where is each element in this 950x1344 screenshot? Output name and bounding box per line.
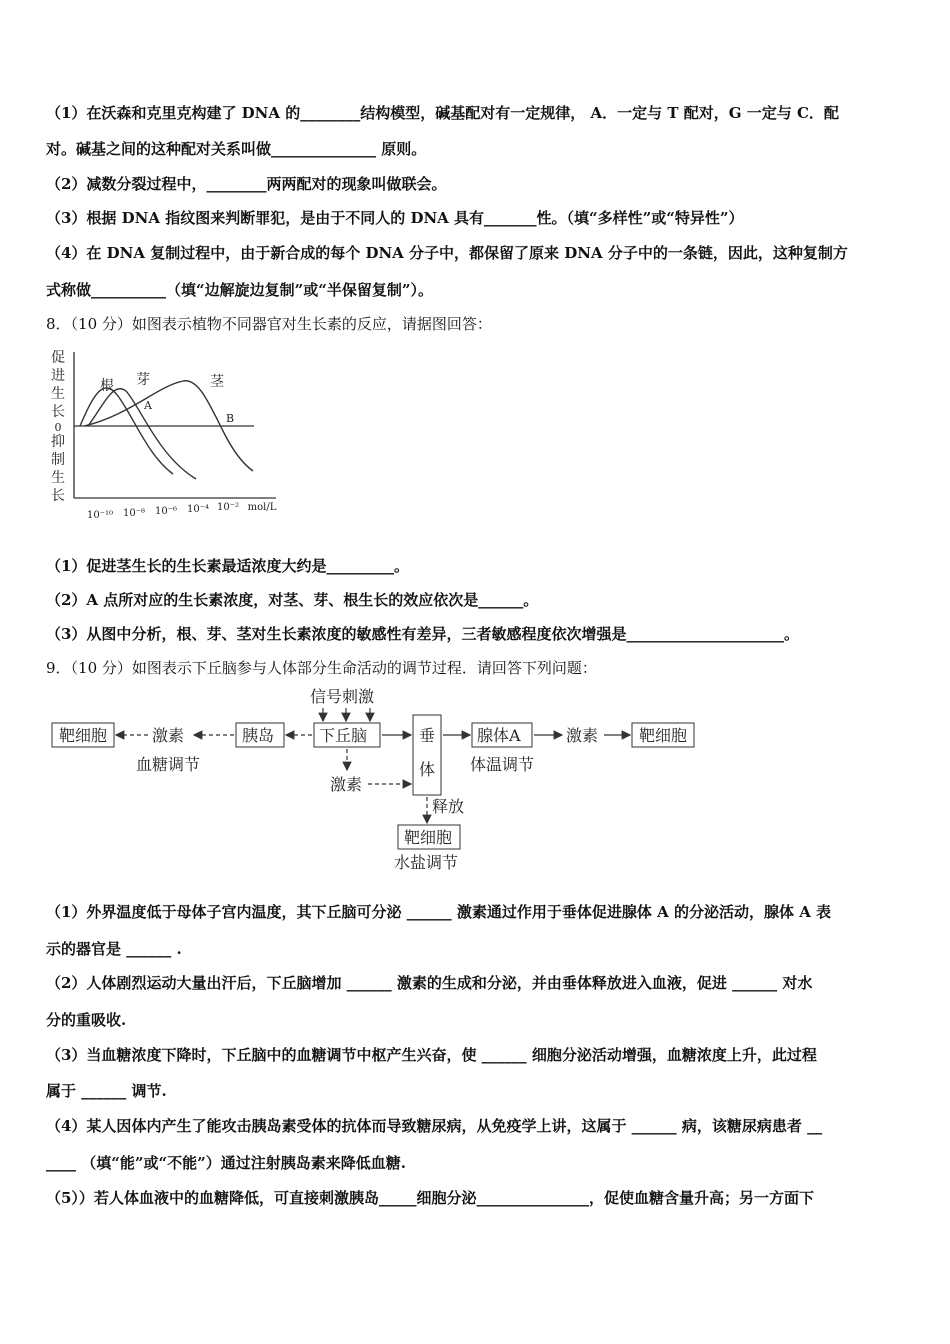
point-b-label: B (226, 412, 235, 425)
q9-line-2: 示的器官是 ______ . (46, 940, 182, 958)
target-cell-bottom-label: 靶细胞 (404, 828, 453, 847)
q7-line-3: （2）减数分裂过程中，________两两配对的现象叫做联会。 (46, 175, 447, 193)
pituitary-label-1: 垂 (419, 726, 436, 745)
water-salt-label: 水盐调节 (394, 853, 459, 872)
hypothalamus-regulation-diagram (48, 680, 708, 876)
q8-header: 8．（10 分）如图表示植物不同器官对生长素的反应，请据图回答： (46, 315, 492, 333)
q8-line-1: （1）促进茎生长的生长素最适浓度大约是_________。 (46, 557, 409, 575)
bud-curve (88, 389, 196, 479)
q8-line-2: （2）A 点所对应的生长素浓度，对茎、芽、根生长的效应依次是______。 (46, 591, 539, 609)
q7-line-1: （1）在沃森和克里克构建了 DNA 的________结构模型，碱基配对有一定规律， A．一定与 T 配对，G 一定与 C．配 (46, 104, 839, 122)
gland-a-label: 腺体A (477, 726, 521, 745)
q9-line-7: （4）某人因体内产生了能攻击胰岛素受体的抗体而导致糖尿病，从免疫学上讲，这属于 ______ 病，该糖尿病患者 __ (46, 1117, 823, 1135)
pituitary-label-2: 体 (419, 760, 436, 779)
q7-line-6: 式称做__________（填“边解旋边复制”或“半保留复制”）。 (46, 281, 434, 299)
hormone-left-label: 激素 (152, 726, 185, 745)
target-cell-left-label: 靶细胞 (59, 726, 108, 745)
graph-ylabel-top-3: 生 (51, 386, 65, 402)
target-cell-right-label: 靶细胞 (639, 726, 688, 745)
graph-ylabel-top-1: 促 (51, 350, 65, 366)
graph-ylabel-bottom-3: 生 (51, 470, 65, 486)
tick-label-4: 10⁻⁴ (186, 504, 210, 515)
q9-header: 9．（10 分）如图表示下丘脑参与人体部分生命活动的调节过程．请回答下列问题： (46, 659, 597, 677)
graph-origin-label: 0 (54, 421, 62, 434)
graph-ylabel-bottom-2: 制 (51, 452, 65, 468)
q9-line-3: （2）人体剧烈运动大量出汗后，下丘脑增加 ______ 激素的生成和分泌，并由垂体释放进入血液，促进 ______ 对水 (46, 974, 813, 992)
graph-ylabel-top-4: 长 (51, 404, 65, 420)
root-label: 根 (100, 378, 114, 394)
q9-line-8: ____ （填“能”或“不能”）通过注射胰岛素来降低血糖. (46, 1154, 406, 1172)
tick-label-3: 10⁻⁶ (154, 506, 178, 517)
q9-line-4: 分的重吸收. (46, 1011, 127, 1029)
hormone-down-label: 激素 (330, 775, 363, 794)
q7-line-5: （4）在 DNA 复制过程中，由于新合成的每个 DNA 分子中，都保留了原来 DNA 分子中的一条链，因此，这种复制方 (46, 244, 848, 262)
q9-line-6: 属于 ______ 调节. (46, 1082, 167, 1100)
tick-label-1: 10⁻¹⁰ (86, 510, 114, 521)
auxin-response-graph (48, 346, 288, 532)
islet-label: 胰岛 (242, 726, 275, 745)
hormone-right-label: 激素 (566, 726, 599, 745)
temperature-label: 体温调节 (470, 755, 535, 774)
stem-label: 茎 (210, 374, 224, 390)
unit-label: mol/L (247, 502, 277, 513)
q9-line-5: （3）当血糖浓度下降时，下丘脑中的血糖调节中枢产生兴奋，使 ______ 细胞分泌活动增强，血糖浓度上升，此过程 (46, 1046, 817, 1064)
tick-label-2: 10⁻⁸ (122, 508, 146, 519)
tick-label-5: 10⁻² (216, 502, 240, 513)
hypothalamus-label: 下丘脑 (319, 726, 368, 745)
signal-label: 信号刺激 (310, 687, 375, 706)
bud-label: 芽 (136, 372, 150, 388)
q9-line-1: （1）外界温度低于母体子宫内温度，其下丘脑可分泌 ______ 激素通过作用于垂体促进腺体 A 的分泌活动，腺体 A 表 (46, 903, 832, 921)
q8-line-3: （3）从图中分析，根、芽、茎对生长素浓度的敏感性有差异，三者敏感程度依次增强是_____________________。 (46, 625, 799, 643)
graph-ylabel-bottom-1: 抑 (51, 434, 65, 450)
root-curve (80, 388, 173, 474)
release-label: 释放 (432, 797, 465, 816)
q7-line-4: （3）根据 DNA 指纹图来判断罪犯，是由于不同人的 DNA 具有_______性。（填“多样性”或“特异性”） (46, 209, 744, 227)
q7-line-2: 对。碱基之间的这种配对关系叫做______________ 原则。 (46, 140, 427, 158)
graph-ylabel-top-2: 进 (51, 368, 65, 384)
q9-line-9: （5））若人体血液中的血糖降低，可直接刺激胰岛_____细胞分泌_______________，促使血糖含量升高；另一方面下 (46, 1189, 814, 1207)
graph-ylabel-bottom-4: 长 (51, 488, 65, 504)
point-a-label: A (144, 399, 152, 412)
blood-sugar-label: 血糖调节 (136, 755, 201, 774)
